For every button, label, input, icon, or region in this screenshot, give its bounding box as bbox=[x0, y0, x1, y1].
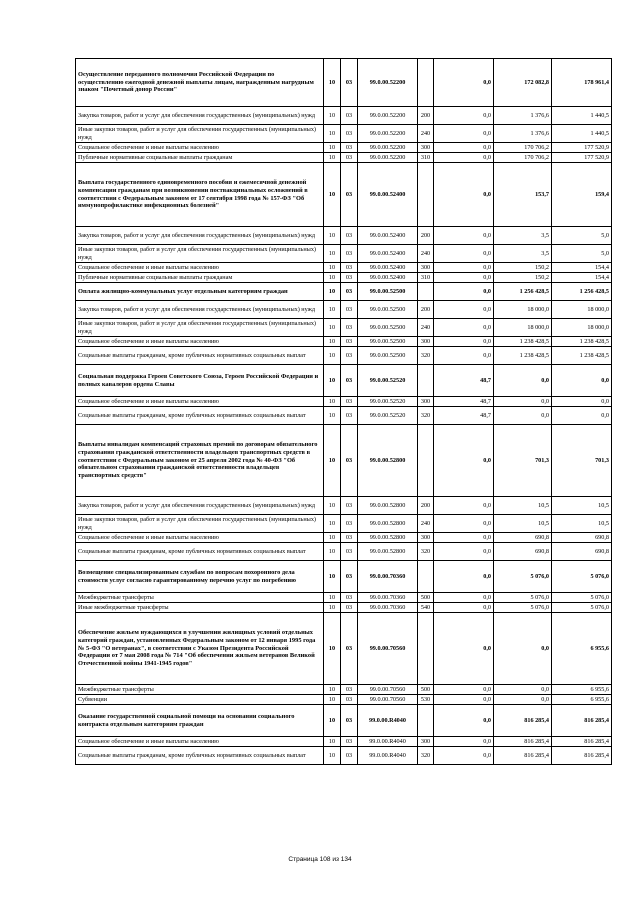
subsection-code: 03 bbox=[341, 107, 358, 125]
amount-col-3: 6 955,6 bbox=[552, 685, 612, 695]
expense-name: Осуществление переданного полномочия Российской Федерации по осуществлению ежегодной денежной выплаты лицам, награжденным нагрудным знаком "Почетный донор России" bbox=[76, 59, 324, 107]
section-code: 10 bbox=[324, 407, 341, 425]
expense-type-code bbox=[418, 613, 434, 685]
section-code: 10 bbox=[324, 227, 341, 245]
table-row bbox=[76, 337, 612, 347]
expense-type-code: 320 bbox=[418, 407, 434, 425]
target-article-code: 99.0.00.52200 bbox=[358, 143, 418, 153]
amount-col-1: 0,0 bbox=[434, 319, 494, 337]
target-article-code: 99.0.00.52400 bbox=[358, 245, 418, 263]
amount-col-3: 1 440,5 bbox=[552, 107, 612, 125]
subsection-code: 03 bbox=[341, 737, 358, 747]
table-row bbox=[76, 561, 612, 593]
table-row bbox=[76, 107, 612, 125]
subsection-code: 03 bbox=[341, 497, 358, 515]
table-row bbox=[76, 705, 612, 737]
amount-col-2: 1 238 428,5 bbox=[494, 337, 552, 347]
section-code: 10 bbox=[324, 245, 341, 263]
expense-name: Иные закупки товаров, работ и услуг для обеспечения государственных (муниципальных) нужд bbox=[76, 515, 324, 533]
table-row bbox=[76, 747, 612, 765]
subsection-code: 03 bbox=[341, 533, 358, 543]
target-article-code: 99.0.00.52500 bbox=[358, 337, 418, 347]
expense-name: Иные закупки товаров, работ и услуг для обеспечения государственных (муниципальных) нужд bbox=[76, 245, 324, 263]
amount-col-3: 6 955,6 bbox=[552, 695, 612, 705]
amount-col-1: 0,0 bbox=[434, 593, 494, 603]
expense-name: Закупка товаров, работ и услуг для обеспечения государственных (муниципальных) нужд bbox=[76, 107, 324, 125]
amount-col-1: 0,0 bbox=[434, 347, 494, 365]
section-code: 10 bbox=[324, 603, 341, 613]
subsection-code: 03 bbox=[341, 301, 358, 319]
expense-type-code: 300 bbox=[418, 263, 434, 273]
amount-col-2: 3,5 bbox=[494, 227, 552, 245]
table-row bbox=[76, 273, 612, 283]
expense-type-code: 530 bbox=[418, 695, 434, 705]
expense-name: Иные закупки товаров, работ и услуг для обеспечения государственных (муниципальных) нужд bbox=[76, 319, 324, 337]
target-article-code: 99.0.00.70360 bbox=[358, 593, 418, 603]
amount-col-1: 0,0 bbox=[434, 283, 494, 301]
subsection-code: 03 bbox=[341, 407, 358, 425]
amount-col-2: 1 376,6 bbox=[494, 125, 552, 143]
amount-col-1: 0,0 bbox=[434, 497, 494, 515]
target-article-code: 99.0.00.52400 bbox=[358, 227, 418, 245]
table-row bbox=[76, 497, 612, 515]
target-article-code: 99.0.00.52200 bbox=[358, 153, 418, 163]
section-code: 10 bbox=[324, 163, 341, 227]
amount-col-2: 816 285,4 bbox=[494, 705, 552, 737]
table-row bbox=[76, 737, 612, 747]
section-code: 10 bbox=[324, 125, 341, 143]
amount-col-2: 18 000,0 bbox=[494, 301, 552, 319]
target-article-code: 99.0.00.52500 bbox=[358, 347, 418, 365]
amount-col-2: 1 376,6 bbox=[494, 107, 552, 125]
target-article-code: 99.0.00.52200 bbox=[358, 107, 418, 125]
amount-col-3: 816 285,4 bbox=[552, 737, 612, 747]
table-row bbox=[76, 365, 612, 397]
table-row bbox=[76, 347, 612, 365]
section-code: 10 bbox=[324, 337, 341, 347]
table-row bbox=[76, 301, 612, 319]
amount-col-2: 5 076,0 bbox=[494, 603, 552, 613]
table-row bbox=[76, 603, 612, 613]
amount-col-1: 0,0 bbox=[434, 705, 494, 737]
expense-type-code bbox=[418, 705, 434, 737]
subsection-code: 03 bbox=[341, 561, 358, 593]
amount-col-1: 0,0 bbox=[434, 747, 494, 765]
target-article-code: 99.0.00.70560 bbox=[358, 613, 418, 685]
amount-col-2: 150,2 bbox=[494, 273, 552, 283]
expense-type-code bbox=[418, 59, 434, 107]
amount-col-3: 690,8 bbox=[552, 533, 612, 543]
target-article-code: 99.0.00.52400 bbox=[358, 163, 418, 227]
section-code: 10 bbox=[324, 319, 341, 337]
amount-col-3: 5 076,0 bbox=[552, 561, 612, 593]
expense-type-code: 310 bbox=[418, 153, 434, 163]
subsection-code: 03 bbox=[341, 319, 358, 337]
expense-type-code: 200 bbox=[418, 301, 434, 319]
expense-type-code bbox=[418, 365, 434, 397]
amount-col-2: 690,8 bbox=[494, 543, 552, 561]
table-row bbox=[76, 163, 612, 227]
target-article-code: 99.0.00.52500 bbox=[358, 301, 418, 319]
expense-name: Социальная поддержка Героев Советского Союза, Героев Российской Федерации и полных кавалеров ордена Славы bbox=[76, 365, 324, 397]
section-code: 10 bbox=[324, 685, 341, 695]
subsection-code: 03 bbox=[341, 705, 358, 737]
amount-col-3: 18 000,0 bbox=[552, 301, 612, 319]
target-article-code: 99.0.00.52400 bbox=[358, 263, 418, 273]
expense-type-code: 300 bbox=[418, 397, 434, 407]
expense-type-code: 240 bbox=[418, 319, 434, 337]
target-article-code: 99.0.00.R4040 bbox=[358, 747, 418, 765]
subsection-code: 03 bbox=[341, 347, 358, 365]
target-article-code: 99.0.00.52400 bbox=[358, 273, 418, 283]
section-code: 10 bbox=[324, 543, 341, 561]
subsection-code: 03 bbox=[341, 245, 358, 263]
section-code: 10 bbox=[324, 613, 341, 685]
amount-col-1: 0,0 bbox=[434, 561, 494, 593]
expense-name: Оплата жилищно-коммунальных услуг отдельным категориям граждан bbox=[76, 283, 324, 301]
subsection-code: 03 bbox=[341, 613, 358, 685]
table-row bbox=[76, 613, 612, 685]
expense-name: Закупка товаров, работ и услуг для обеспечения государственных (муниципальных) нужд bbox=[76, 497, 324, 515]
expense-name: Публичные нормативные социальные выплаты гражданам bbox=[76, 273, 324, 283]
amount-col-1: 0,0 bbox=[434, 301, 494, 319]
expense-name: Закупка товаров, работ и услуг для обеспечения государственных (муниципальных) нужд bbox=[76, 301, 324, 319]
expense-type-code: 240 bbox=[418, 125, 434, 143]
subsection-code: 03 bbox=[341, 695, 358, 705]
amount-col-2: 0,0 bbox=[494, 685, 552, 695]
amount-col-2: 0,0 bbox=[494, 407, 552, 425]
section-code: 10 bbox=[324, 747, 341, 765]
target-article-code: 99.0.00.52520 bbox=[358, 407, 418, 425]
section-code: 10 bbox=[324, 593, 341, 603]
subsection-code: 03 bbox=[341, 685, 358, 695]
section-code: 10 bbox=[324, 397, 341, 407]
amount-col-3: 154,4 bbox=[552, 263, 612, 273]
subsection-code: 03 bbox=[341, 163, 358, 227]
amount-col-2: 1 238 428,5 bbox=[494, 347, 552, 365]
subsection-code: 03 bbox=[341, 59, 358, 107]
amount-col-1: 0,0 bbox=[434, 695, 494, 705]
amount-col-1: 0,0 bbox=[434, 245, 494, 263]
target-article-code: 99.0.00.52200 bbox=[358, 125, 418, 143]
subsection-code: 03 bbox=[341, 397, 358, 407]
section-code: 10 bbox=[324, 273, 341, 283]
expense-name: Социальное обеспечение и иные выплаты населению bbox=[76, 737, 324, 747]
amount-col-2: 170 706,2 bbox=[494, 153, 552, 163]
table-row bbox=[76, 263, 612, 273]
expense-type-code: 300 bbox=[418, 337, 434, 347]
expense-name: Субвенции bbox=[76, 695, 324, 705]
amount-col-2: 153,7 bbox=[494, 163, 552, 227]
section-code: 10 bbox=[324, 59, 341, 107]
amount-col-1: 0,0 bbox=[434, 125, 494, 143]
table-row bbox=[76, 227, 612, 245]
amount-col-2: 18 000,0 bbox=[494, 319, 552, 337]
table-row bbox=[76, 245, 612, 263]
section-code: 10 bbox=[324, 497, 341, 515]
section-code: 10 bbox=[324, 153, 341, 163]
expense-type-code: 500 bbox=[418, 685, 434, 695]
expense-name: Социальные выплаты гражданам, кроме публичных нормативных социальных выплат bbox=[76, 543, 324, 561]
subsection-code: 03 bbox=[341, 283, 358, 301]
expense-type-code bbox=[418, 283, 434, 301]
section-code: 10 bbox=[324, 705, 341, 737]
amount-col-1: 48,7 bbox=[434, 407, 494, 425]
amount-col-3: 816 285,4 bbox=[552, 747, 612, 765]
amount-col-3: 18 000,0 bbox=[552, 319, 612, 337]
amount-col-1: 0,0 bbox=[434, 533, 494, 543]
amount-col-3: 701,3 bbox=[552, 425, 612, 497]
subsection-code: 03 bbox=[341, 593, 358, 603]
target-article-code: 99.0.00.70560 bbox=[358, 685, 418, 695]
amount-col-2: 10,5 bbox=[494, 515, 552, 533]
target-article-code: 99.0.00.52520 bbox=[358, 365, 418, 397]
expense-type-code: 300 bbox=[418, 143, 434, 153]
amount-col-2: 172 082,8 bbox=[494, 59, 552, 107]
subsection-code: 03 bbox=[341, 263, 358, 273]
table-row bbox=[76, 425, 612, 497]
amount-col-1: 48,7 bbox=[434, 365, 494, 397]
subsection-code: 03 bbox=[341, 365, 358, 397]
amount-col-2: 816 285,4 bbox=[494, 747, 552, 765]
target-article-code: 99.0.00.R4040 bbox=[358, 705, 418, 737]
expense-type-code: 320 bbox=[418, 747, 434, 765]
expense-type-code bbox=[418, 163, 434, 227]
expense-name: Иные закупки товаров, работ и услуг для обеспечения государственных (муниципальных) нужд bbox=[76, 125, 324, 143]
amount-col-1: 48,7 bbox=[434, 397, 494, 407]
expense-type-code: 200 bbox=[418, 107, 434, 125]
amount-col-1: 0,0 bbox=[434, 543, 494, 561]
target-article-code: 99.0.00.52800 bbox=[358, 515, 418, 533]
expense-name: Обеспечение жильем нуждающихся в улучшении жилищных условий отдельных категорий граждан, установленных Федеральным законом от 12 января 1995 года № 5-ФЗ "О ветеранах", в соответствии с Указом Президента Российской Федерации от 7 мая 2008 года № 714 "Об обеспечении жильем ветеранов Великой Отечественной войны 1941-1945 годов" bbox=[76, 613, 324, 685]
amount-col-3: 5 076,0 bbox=[552, 593, 612, 603]
target-article-code: 99.0.00.70360 bbox=[358, 603, 418, 613]
expense-type-code: 240 bbox=[418, 515, 434, 533]
amount-col-1: 0,0 bbox=[434, 59, 494, 107]
expense-type-code: 300 bbox=[418, 533, 434, 543]
expense-type-code: 240 bbox=[418, 245, 434, 263]
table-row bbox=[76, 397, 612, 407]
section-code: 10 bbox=[324, 263, 341, 273]
target-article-code: 99.0.00.52520 bbox=[358, 397, 418, 407]
amount-col-1: 0,0 bbox=[434, 163, 494, 227]
amount-col-2: 0,0 bbox=[494, 613, 552, 685]
amount-col-1: 0,0 bbox=[434, 337, 494, 347]
amount-col-1: 0,0 bbox=[434, 107, 494, 125]
amount-col-2: 816 285,4 bbox=[494, 737, 552, 747]
expense-name: Возмещение специализированным службам по вопросам похоронного дела стоимости услуг согласно гарантированному перечню услуг по погребению bbox=[76, 561, 324, 593]
amount-col-2: 5 076,0 bbox=[494, 593, 552, 603]
subsection-code: 03 bbox=[341, 425, 358, 497]
subsection-code: 03 bbox=[341, 125, 358, 143]
expense-name: Межбюджетные трансферты bbox=[76, 593, 324, 603]
section-code: 10 bbox=[324, 107, 341, 125]
amount-col-1: 0,0 bbox=[434, 685, 494, 695]
section-code: 10 bbox=[324, 425, 341, 497]
expense-type-code: 300 bbox=[418, 737, 434, 747]
target-article-code: 99.0.00.52200 bbox=[358, 59, 418, 107]
amount-col-2: 0,0 bbox=[494, 695, 552, 705]
subsection-code: 03 bbox=[341, 273, 358, 283]
subsection-code: 03 bbox=[341, 227, 358, 245]
expense-type-code: 320 bbox=[418, 543, 434, 561]
amount-col-2: 3,5 bbox=[494, 245, 552, 263]
subsection-code: 03 bbox=[341, 515, 358, 533]
target-article-code: 99.0.00.70560 bbox=[358, 695, 418, 705]
expense-name: Социальное обеспечение и иные выплаты населению bbox=[76, 263, 324, 273]
amount-col-3: 5 076,0 bbox=[552, 603, 612, 613]
amount-col-3: 816 285,4 bbox=[552, 705, 612, 737]
amount-col-2: 690,8 bbox=[494, 533, 552, 543]
expense-type-code: 500 bbox=[418, 593, 434, 603]
section-code: 10 bbox=[324, 533, 341, 543]
section-code: 10 bbox=[324, 365, 341, 397]
amount-col-3: 1 440,5 bbox=[552, 125, 612, 143]
amount-col-1: 0,0 bbox=[434, 737, 494, 747]
expense-type-code: 200 bbox=[418, 227, 434, 245]
expense-type-code: 320 bbox=[418, 347, 434, 365]
table-row bbox=[76, 515, 612, 533]
amount-col-2: 170 706,2 bbox=[494, 143, 552, 153]
subsection-code: 03 bbox=[341, 603, 358, 613]
target-article-code: 99.0.00.70360 bbox=[358, 561, 418, 593]
amount-col-3: 10,5 bbox=[552, 515, 612, 533]
expense-name: Социальное обеспечение и иные выплаты населению bbox=[76, 143, 324, 153]
target-article-code: 99.0.00.52800 bbox=[358, 425, 418, 497]
section-code: 10 bbox=[324, 561, 341, 593]
amount-col-3: 159,4 bbox=[552, 163, 612, 227]
amount-col-1: 0,0 bbox=[434, 515, 494, 533]
expense-name: Социальные выплаты гражданам, кроме публичных нормативных социальных выплат bbox=[76, 407, 324, 425]
amount-col-3: 177 520,9 bbox=[552, 143, 612, 153]
expense-name: Социальные выплаты гражданам, кроме публичных нормативных социальных выплат bbox=[76, 347, 324, 365]
page-number: Страница 108 из 134 bbox=[288, 856, 352, 863]
table-row bbox=[76, 695, 612, 705]
section-code: 10 bbox=[324, 695, 341, 705]
amount-col-2: 0,0 bbox=[494, 397, 552, 407]
section-code: 10 bbox=[324, 737, 341, 747]
target-article-code: 99.0.00.52800 bbox=[358, 497, 418, 515]
expense-name: Оказание государственной социальной помощи на основании социального контракта отдельным категориям граждан bbox=[76, 705, 324, 737]
target-article-code: 99.0.00.52800 bbox=[358, 533, 418, 543]
table-row bbox=[76, 59, 612, 107]
amount-col-3: 154,4 bbox=[552, 273, 612, 283]
amount-col-3: 0,0 bbox=[552, 397, 612, 407]
amount-col-3: 5,0 bbox=[552, 227, 612, 245]
amount-col-2: 5 076,0 bbox=[494, 561, 552, 593]
expense-name: Выплаты инвалидам компенсаций страховых премий по договорам обязательного страхования гражданской ответственности владельцев транспортных средств в соответствии с Федеральным законом от 25 апреля 2002 года № 40-ФЗ "Об обязательном страховании гражданской ответственности владельцев транспортных средств" bbox=[76, 425, 324, 497]
section-code: 10 bbox=[324, 515, 341, 533]
table-row bbox=[76, 125, 612, 143]
expense-type-code: 540 bbox=[418, 603, 434, 613]
amount-col-1: 0,0 bbox=[434, 273, 494, 283]
table-row bbox=[76, 593, 612, 603]
expense-type-code bbox=[418, 561, 434, 593]
expense-name: Иные межбюджетные трансферты bbox=[76, 603, 324, 613]
expense-name: Социальное обеспечение и иные выплаты населению bbox=[76, 337, 324, 347]
amount-col-1: 0,0 bbox=[434, 263, 494, 273]
amount-col-3: 5,0 bbox=[552, 245, 612, 263]
subsection-code: 03 bbox=[341, 747, 358, 765]
section-code: 10 bbox=[324, 283, 341, 301]
amount-col-2: 1 256 428,5 bbox=[494, 283, 552, 301]
amount-col-3: 1 256 428,5 bbox=[552, 283, 612, 301]
expense-name: Социальное обеспечение и иные выплаты населению bbox=[76, 397, 324, 407]
amount-col-3: 1 238 428,5 bbox=[552, 347, 612, 365]
expense-name: Социальное обеспечение и иные выплаты населению bbox=[76, 533, 324, 543]
table-row bbox=[76, 153, 612, 163]
amount-col-3: 0,0 bbox=[552, 365, 612, 397]
table-row bbox=[76, 143, 612, 153]
budget-table bbox=[75, 58, 612, 765]
table-row bbox=[76, 533, 612, 543]
expense-type-code: 200 bbox=[418, 497, 434, 515]
target-article-code: 99.0.00.52500 bbox=[358, 319, 418, 337]
target-article-code: 99.0.00.52800 bbox=[358, 543, 418, 561]
amount-col-1: 0,0 bbox=[434, 153, 494, 163]
table-row bbox=[76, 407, 612, 425]
amount-col-1: 0,0 bbox=[434, 613, 494, 685]
section-code: 10 bbox=[324, 301, 341, 319]
amount-col-3: 177 520,9 bbox=[552, 153, 612, 163]
section-code: 10 bbox=[324, 143, 341, 153]
amount-col-3: 6 955,6 bbox=[552, 613, 612, 685]
amount-col-1: 0,0 bbox=[434, 227, 494, 245]
amount-col-3: 1 238 428,5 bbox=[552, 337, 612, 347]
expense-name: Социальные выплаты гражданам, кроме публичных нормативных социальных выплат bbox=[76, 747, 324, 765]
expense-name: Публичные нормативные социальные выплаты гражданам bbox=[76, 153, 324, 163]
amount-col-2: 701,3 bbox=[494, 425, 552, 497]
table-body bbox=[76, 59, 612, 765]
expense-name: Межбюджетные трансферты bbox=[76, 685, 324, 695]
amount-col-3: 10,5 bbox=[552, 497, 612, 515]
table-row bbox=[76, 543, 612, 561]
amount-col-1: 0,0 bbox=[434, 425, 494, 497]
amount-col-3: 690,8 bbox=[552, 543, 612, 561]
amount-col-1: 0,0 bbox=[434, 603, 494, 613]
table-row bbox=[76, 685, 612, 695]
target-article-code: 99.0.00.52500 bbox=[358, 283, 418, 301]
table-row bbox=[76, 319, 612, 337]
expense-type-code: 310 bbox=[418, 273, 434, 283]
amount-col-1: 0,0 bbox=[434, 143, 494, 153]
expense-type-code bbox=[418, 425, 434, 497]
amount-col-2: 150,2 bbox=[494, 263, 552, 273]
amount-col-3: 0,0 bbox=[552, 407, 612, 425]
amount-col-2: 0,0 bbox=[494, 365, 552, 397]
section-code: 10 bbox=[324, 347, 341, 365]
subsection-code: 03 bbox=[341, 337, 358, 347]
subsection-code: 03 bbox=[341, 153, 358, 163]
subsection-code: 03 bbox=[341, 543, 358, 561]
target-article-code: 99.0.00.R4040 bbox=[358, 737, 418, 747]
expense-name: Выплата государственного единовременного пособия и ежемесячной денежной компенсации гражданам при возникновении поствакцинальных осложнений в соответствии с Федеральным законом от 17 сентября 1998 года № 157-ФЗ "Об иммунопрофилактике инфекционных болезней" bbox=[76, 163, 324, 227]
amount-col-2: 10,5 bbox=[494, 497, 552, 515]
expense-name: Закупка товаров, работ и услуг для обеспечения государственных (муниципальных) нужд bbox=[76, 227, 324, 245]
table-row bbox=[76, 283, 612, 301]
subsection-code: 03 bbox=[341, 143, 358, 153]
amount-col-3: 178 961,4 bbox=[552, 59, 612, 107]
